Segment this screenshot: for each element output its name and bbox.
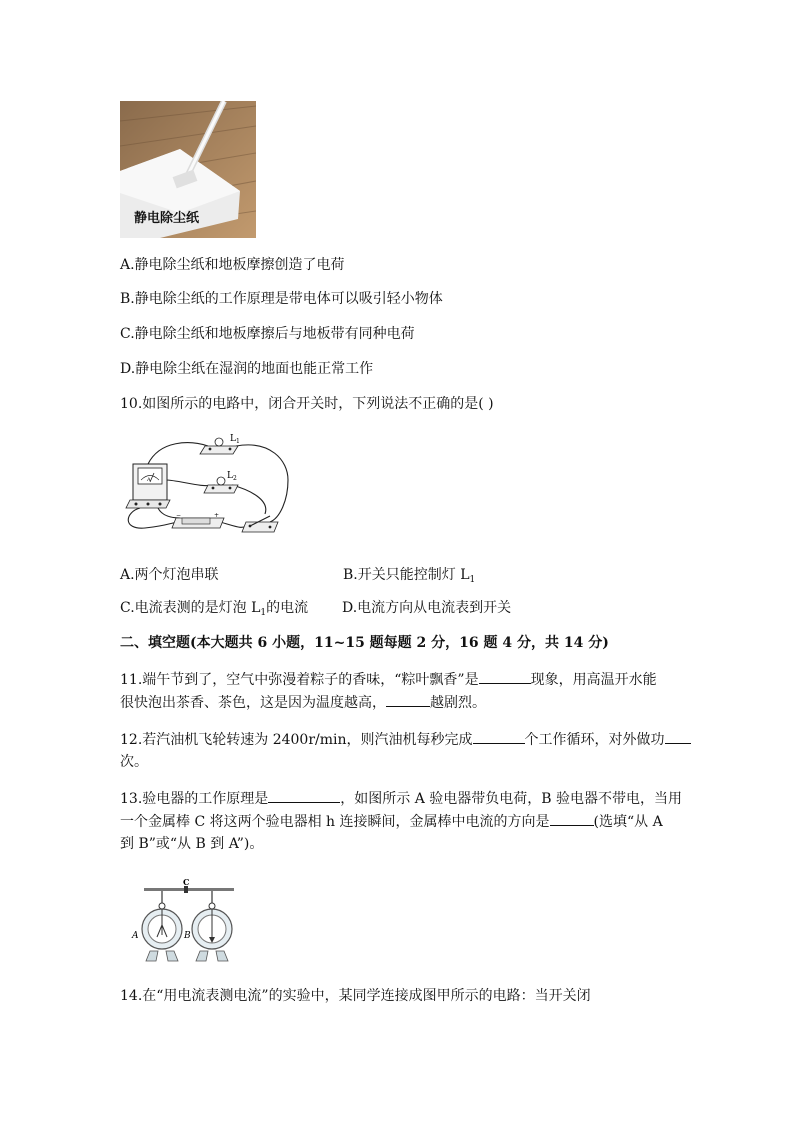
q9-option-c: C.静电除尘纸和地板摩擦后与地板带有同种电荷: [120, 326, 415, 342]
q9-option-d: D.静电除尘纸在湿润的地面也能正常工作: [120, 361, 374, 377]
q10-stem: 10.如图所示的电路中，闭合开关时，下列说法不正确的是( ): [120, 396, 494, 412]
q9-option-a: A.静电除尘纸和地板摩擦创造了电荷: [120, 257, 345, 273]
q14-line1: 14.在“用电流表测电流”的实验中，某同学连接成图甲所示的电路：当开关闭: [120, 988, 591, 1004]
q11-line1: 11.端午节到了，空气中弥漫着粽子的香味，“粽叶飘香”是 现象，用高温开水能: [120, 669, 657, 690]
q13-line1: 13.验电器的工作原理是 ，如图所示 A 验电器带负电荷，B 验电器不带电，当用: [120, 788, 682, 809]
electroscope-b-label: B: [184, 931, 191, 941]
q10-option-c: C.电流表测的是灯泡 $L_1$的电流: [120, 600, 309, 618]
q10-option-d: D.电流方向从电流表到开关: [342, 600, 512, 616]
svg-text:−: −: [176, 512, 182, 519]
ammeter-label: A: [147, 477, 151, 483]
electroscope-figure: [130, 875, 240, 967]
photo-caption: 静电除尘纸: [134, 211, 200, 226]
q13-line3: 到 B”或“从 B 到 A”)。: [120, 836, 264, 852]
lamp1-label: $L_1$: [230, 434, 240, 445]
q10-option-a: A.两个灯泡串联: [120, 567, 219, 583]
electroscope-a-label: A: [132, 931, 139, 941]
rod-label: C: [183, 877, 190, 887]
circuit-figure: [120, 430, 295, 542]
q11-line2: 很快泡出茶香、茶色，这是因为温度越高， 越剧烈。: [120, 692, 486, 713]
section-heading: 二、填空题(本大题共 6 小题，11~15 题每题 2 分，16 题 4 分，共 14 分): [120, 635, 609, 651]
lamp2-label: $L_2$: [227, 471, 237, 482]
q10-option-b: B.开关只能控制灯 $L_1$: [343, 567, 476, 585]
svg-text:+: +: [214, 512, 220, 519]
q9-option-b: B.静电除尘纸的工作原理是带电体可以吸引轻小物体: [120, 291, 443, 307]
q12-line1: 12.若汽油机飞轮转速为 2400r/min，则汽油机每秒完成 个工作循环，对外做功: [120, 729, 691, 750]
q13-line2: 一个金属棒 C 将这两个验电器相 h 连接瞬间，金属棒中电流的方向是 (选填“从 A: [120, 811, 663, 832]
dust-paper-photo: [120, 101, 256, 238]
q12-line2: 次。: [120, 754, 148, 770]
